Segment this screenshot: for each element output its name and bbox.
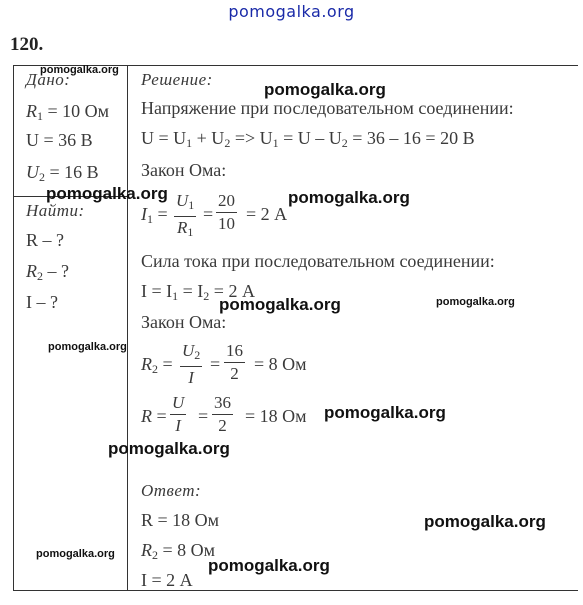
voltage-equation: $U = U_1 + U_2 => U_1 = U - U_2 = 36 - 16 = 20$ В: [141, 128, 475, 150]
answer-heading: Ответ:: [141, 481, 202, 500]
ohm-law-label-2: Закон Ома:: [141, 312, 227, 332]
r-eq-sign: =: [198, 406, 209, 426]
answer-i: I = 2 А: [141, 570, 193, 590]
series-voltage-text: Напряжение при последовательном соединении:: [141, 98, 514, 118]
site-header[interactable]: pomogalka.org: [228, 2, 355, 21]
answer-r2: $R_2 = 8$ Ом: [141, 540, 216, 562]
r2-eq-sign: =: [210, 354, 221, 374]
r-lhs: R =: [141, 406, 167, 426]
r2-result: = 8 Ом: [254, 354, 307, 374]
r-result: = 18 Ом: [245, 406, 307, 426]
watermark: pomogalka.org: [40, 64, 119, 76]
r2-fraction-symbolic: $\frac{U_2}{I}$: [182, 341, 201, 387]
find-r: R – ?: [26, 230, 64, 250]
watermark: pomogalka.org: [48, 341, 127, 353]
watermark: pomogalka.org: [108, 439, 230, 458]
find-heading: Найти:: [26, 201, 85, 220]
watermark: pomogalka.org: [436, 296, 515, 308]
watermark: pomogalka.org: [424, 512, 546, 531]
r-fraction-numeric: $\frac{36}{2}$: [214, 393, 231, 435]
i1-fraction-numeric: $\frac{20}{10}$: [218, 191, 235, 233]
series-current-text: Сила тока при последовательном соединении:: [141, 251, 495, 271]
find-r2: $R_2$ – ?: [26, 261, 69, 283]
watermark: pomogalka.org: [208, 556, 330, 575]
i1-result: = 2 А: [246, 204, 288, 224]
r2-fraction-numeric: $\frac{16}{2}$: [226, 341, 243, 383]
watermark: pomogalka.org: [46, 184, 168, 203]
r-fraction-symbolic: $\frac{U}{I}$: [172, 393, 185, 435]
given-r1: $R_1 = 10$ Ом: [26, 101, 110, 123]
i1-eq-sign: =: [203, 204, 214, 224]
watermark: pomogalka.org: [264, 80, 386, 99]
watermark: pomogalka.org: [219, 295, 341, 314]
i1-fraction-symbolic: $\frac{U_1}{R_1}$: [176, 191, 195, 239]
find-i: I – ?: [26, 292, 58, 312]
i1-lhs: $I_1$ =: [141, 204, 168, 226]
watermark: pomogalka.org: [288, 188, 410, 207]
watermark: pomogalka.org: [324, 403, 446, 422]
r2-lhs: $R_2$ =: [141, 354, 173, 376]
column-divider: [127, 65, 128, 591]
watermark: pomogalka.org: [36, 548, 115, 560]
answer-r: R = 18 Ом: [141, 510, 220, 530]
ohm-law-label-1: Закон Ома:: [141, 160, 227, 180]
given-u2: $U_2 = 16$ В: [26, 162, 99, 184]
current-equation: $I = I_1 = I_2 = 2$ А: [141, 281, 255, 303]
problem-number: 120.: [10, 34, 44, 55]
given-u: U = 36 В: [26, 130, 93, 150]
solution-heading: Решение:: [141, 70, 213, 89]
given-heading: Дано:: [26, 70, 71, 89]
